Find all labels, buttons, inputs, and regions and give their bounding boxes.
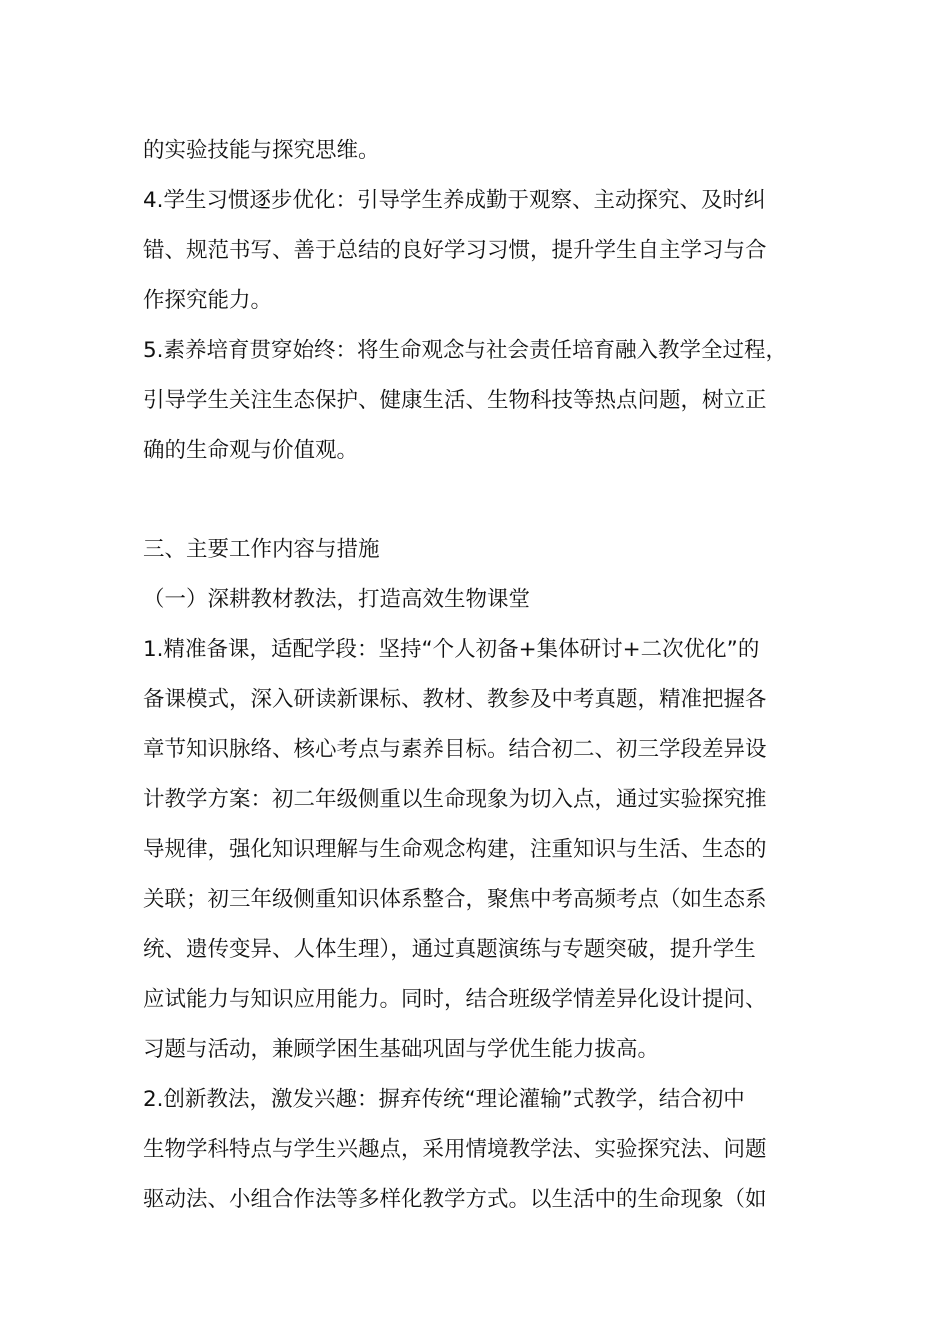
text-line: 生物学科特点与学生兴趣点，采用情境教学法、实验探究法、问题 (143, 1137, 767, 1162)
text-line: 的实验技能与探究思维。 (143, 138, 380, 163)
text-line: 2.创新教法，激发兴趣：摒弃传统“理论灌输”式教学，结合初中 (143, 1087, 745, 1112)
text-line: 4.学生习惯逐步优化：引导学生养成勤于观察、主动探究、及时纠 (143, 188, 766, 213)
text-line: 导规律，强化知识理解与生命观念构建，注重知识与生活、生态的 (143, 837, 767, 862)
text-line: 统、遗传变异、人体生理），通过真题演练与专题突破，提升学生 (143, 937, 756, 962)
text-line: 关联；初三年级侧重知识体系整合，聚焦中考高频考点（如生态系 (143, 887, 767, 912)
text-line: 1.精准备课，适配学段：坚持“个人初备+集体研讨+二次优化”的 (143, 637, 760, 662)
text-line: 5.素养培育贯穿始终：将生命观念与社会责任培育融入教学全过程， (143, 338, 788, 363)
section-heading: 三、主要工作内容与措施 (143, 537, 380, 562)
subsection-heading: （一）深耕教材教法，打造高效生物课堂 (143, 587, 531, 612)
text-line: 驱动法、小组合作法等多样化教学方式。以生活中的生命现象（如 (143, 1187, 767, 1212)
text-line: 应试能力与知识应用能力。同时，结合班级学情差异化设计提问、 (143, 987, 767, 1012)
text-line: 确的生命观与价值观。 (143, 438, 359, 463)
text-line: 引导学生关注生态保护、健康生活、生物科技等热点问题，树立正 (143, 388, 767, 413)
text-line: 备课模式，深入研读新课标、教材、教参及中考真题，精准把握各 (143, 687, 767, 712)
text-line: 作探究能力。 (143, 288, 273, 313)
text-line: 章节知识脉络、核心考点与素养目标。结合初二、初三学段差异设 (143, 737, 767, 762)
text-line: 习题与活动，兼顾学困生基础巩固与学优生能力拔高。 (143, 1037, 660, 1062)
text-line: 计教学方案：初二年级侧重以生命现象为切入点，通过实验探究推 (143, 787, 767, 812)
text-line: 错、规范书写、善于总结的良好学习习惯，提升学生自主学习与合 (143, 238, 767, 263)
